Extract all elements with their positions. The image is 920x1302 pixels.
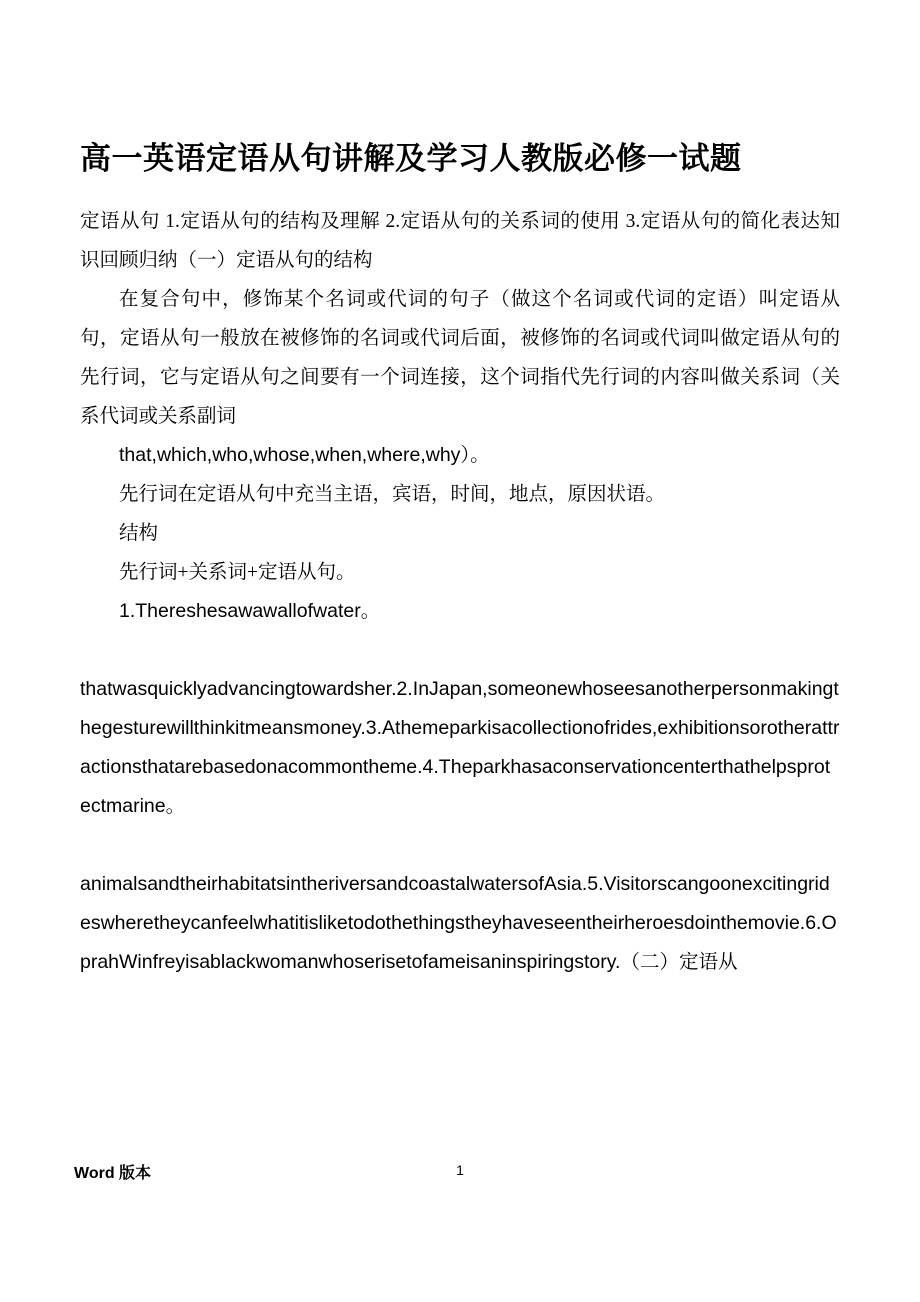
paragraph-function: 先行词在定语从句中充当主语，宾语，时间，地点，原因状语。 (119, 484, 666, 505)
paragraph-intro: 定语从句 1.定语从句的结构及理解 2.定语从句的关系词的使用 3.定语从句的简化表达知识回顾归纳（一）定语从句的结构 (80, 211, 840, 271)
paragraph-examples-block-2: animalsandtheirhabitatsintheriversandcoastalwatersofAsia.5.Visitorscangoonexcitingrideswheretheycanfeelwhatitisliketodothethingstheyhaveseentheirheroesdointhemovie.6.OprahWinfreyisablackwomanwhoserisetofameisaninspiringstory.（二）定语从 (80, 873, 837, 973)
spacer-1 (80, 631, 840, 670)
document-body (80, 138, 840, 982)
page-footer (0, 1160, 920, 1200)
paragraph-structure-formula: 先行词+关系词+定语从句。 (119, 562, 356, 583)
paragraph-relative-words: that,which,who,whose,when,where,why）。 (119, 444, 490, 466)
footer-label: Word 版本 (74, 1165, 152, 1182)
spacer-2 (80, 826, 840, 865)
paragraph-examples-block-1: thatwasquicklyadvancingtowardsher.2.InJapan,someonewhoseesanotherpersonmakingthegesturewillthinkitmeansmoney.3.Athemeparkisacollectionofrides,exhibitionsorotherattractionsthatarebasedonacommontheme.4.Theparkhasaconservationcenterthathelpsprotectmarine。 (80, 678, 840, 817)
footer-page-number: 1 (456, 1162, 464, 1178)
paragraph-example-1: 1.Thereshesawawallofwater。 (119, 600, 381, 622)
paragraph-structure-label: 结构 (119, 523, 159, 544)
page-title: 高一英语定语从句讲解及学习人教版必修一试题 (80, 141, 742, 176)
paragraph-definition: 在复合句中，修饰某个名词或代词的句子（做这个名词或代词的定语）叫定语从句，定语从句一般放在被修饰的名词或代词后面，被修饰的名词或代词叫做定语从句的先行词，它与定语从句之间要有一个词连接，这个词指代先行词的内容叫做关系词（关系代词或关系副词 (80, 289, 840, 427)
